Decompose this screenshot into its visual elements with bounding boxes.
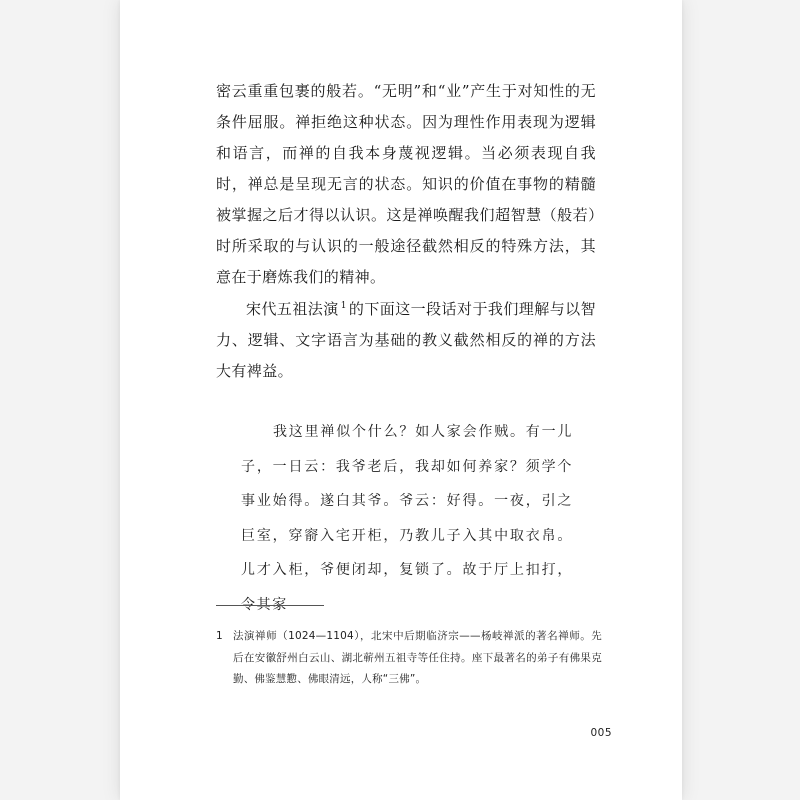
page-number: 005 bbox=[590, 727, 612, 739]
body-paragraph-2 bbox=[216, 294, 596, 387]
footnote bbox=[216, 626, 602, 691]
body-paragraph-1: 密云重重包裹的般若。“无明”和“业”产生于对知性的无条件屈服。禅拒绝这种状态。因为理性作用表现为逻辑和语言，而禅的自我本身蔑视逻辑。当必须表现自我时，禅总是呈现无言的状态。知识的价值在事物的精髓被掌握之后才得以认识。这是禅唤醒我们超智慧（般若）时所采取的与认识的一般途径截然相反的特殊方法，其意在于磨炼我们的精神。 bbox=[216, 82, 596, 286]
paragraph-2-rest: 的下面这一段话对于我们理解与以智力、逻辑、文字语言为基础的教义截然相反的禅的方法大有裨益。 bbox=[216, 300, 596, 380]
footnote-text: 法演禅师（1024—1104），北宋中后期临济宗——杨岐禅派的著名禅师。先后在安徽舒州白云山、湖北蕲州五祖寺等任住持。座下最著名的弟子有佛果克勤、佛鉴慧懃、佛眼清远，人称“三佛”。 bbox=[233, 630, 602, 685]
paragraph-2-lead: 宋代五祖法演 bbox=[246, 300, 339, 318]
footnote-divider bbox=[216, 605, 324, 606]
footnote-reference: 1 bbox=[340, 301, 347, 311]
footnote-number: 1 bbox=[216, 630, 223, 642]
block-quote: 我这里禅似个什么？如人家会作贼。有一儿子，一日云：我爷老后，我却如何养家？须学个事业始得。遂白其爷。爷云：好得。一夜，引之巨室，穿窬入宅开柜，乃教儿子入其中取衣帛。儿才入柜，爷便闭却，复锁了。故于厅上扣打，令其家 bbox=[241, 424, 573, 613]
book-page bbox=[120, 0, 682, 800]
